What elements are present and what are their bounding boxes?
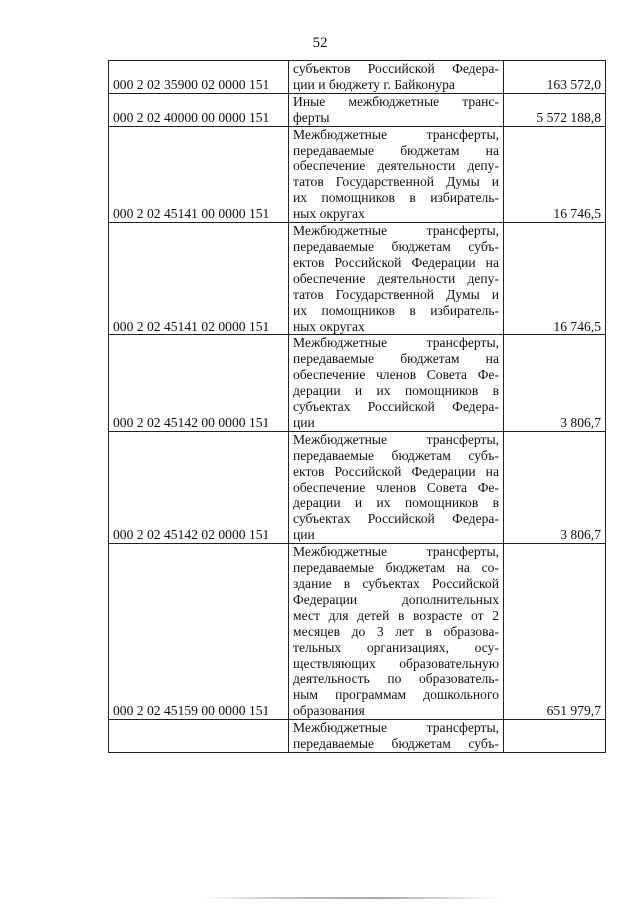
description-line: обеспечение деятельности депу-	[293, 270, 499, 286]
description-line: ции	[293, 527, 315, 543]
description-line: субъектов Российской Федера-	[293, 61, 499, 76]
page-number: 52	[312, 35, 328, 51]
description-line: ществляющих образовательную	[293, 655, 499, 671]
description-line: передаваемые бюджетам субъ-	[293, 736, 499, 752]
description-line: субъектах Российской Федера-	[293, 399, 499, 415]
amount-cell: 3 806,7	[504, 335, 606, 431]
description-line: дерации и их помощников в	[293, 383, 499, 399]
table-row	[109, 720, 606, 753]
description-line: их помощников в избиратель-	[293, 302, 499, 318]
amount-cell: 16 746,5	[504, 223, 606, 335]
amount-cell: 163 572,0	[504, 61, 606, 94]
description-line: татов Государственной Думы и	[293, 286, 499, 302]
description-line: образования	[293, 703, 365, 719]
description-cell	[289, 544, 504, 720]
description-cell	[289, 93, 504, 126]
budget-table	[108, 60, 606, 753]
description-line: передаваемые бюджетам на со-	[293, 560, 499, 576]
budget-table-body	[109, 61, 606, 753]
description-line: передаваемые бюджетам субъ-	[293, 447, 499, 463]
description-line: ным программам дошкольного	[293, 687, 499, 703]
table-row	[109, 93, 606, 126]
description-line: ферты	[293, 109, 330, 125]
description-cell	[289, 720, 504, 753]
budget-code-cell: 000 2 02 40000 00 0000 151	[109, 93, 289, 126]
table-row	[109, 126, 606, 222]
description-line: передаваемые бюджетам на	[293, 351, 499, 367]
description-cell	[289, 223, 504, 335]
table-row	[109, 335, 606, 431]
description-cell	[289, 335, 504, 431]
description-cell	[289, 61, 504, 94]
amount-cell: 3 806,7	[504, 431, 606, 543]
budget-code-cell: 000 2 02 45142 02 0000 151	[109, 431, 289, 543]
description-line: передаваемые бюджетам субъ-	[293, 238, 499, 254]
description-cell	[289, 431, 504, 543]
description-cell	[289, 126, 504, 222]
description-line: Иные межбюджетные транс-	[293, 93, 499, 109]
amount-cell: 651 979,7	[504, 544, 606, 720]
description-line: Межбюджетные трансферты,	[293, 431, 499, 447]
description-line: Межбюджетные трансферты,	[293, 223, 499, 239]
budget-code-cell: 000 2 02 45141 02 0000 151	[109, 223, 289, 335]
description-line: Межбюджетные трансферты,	[293, 544, 499, 560]
budget-code-cell: 000 2 02 45159 00 0000 151	[109, 544, 289, 720]
table-row	[109, 431, 606, 543]
description-line: ции	[293, 414, 315, 430]
description-line: ектов Российской Федерации на	[293, 254, 499, 270]
description-line: деятельность по образователь-	[293, 671, 499, 687]
description-line: ектов Российской Федерации на	[293, 463, 499, 479]
description-line: Межбюджетные трансферты,	[293, 335, 499, 351]
budget-code-cell: 000 2 02 45141 00 0000 151	[109, 126, 289, 222]
description-line: обеспечение членов Совета Фе-	[293, 479, 499, 495]
description-line: Межбюджетные трансферты,	[293, 720, 499, 736]
table-row	[109, 61, 606, 94]
description-line: месяцев до 3 лет в образова-	[293, 623, 499, 639]
amount-cell	[504, 720, 606, 753]
description-line: здание в субъектах Российской	[293, 576, 499, 591]
description-line: ных округах	[293, 318, 365, 334]
description-line: Межбюджетные трансферты,	[293, 126, 499, 142]
amount-cell: 5 572 188,8	[504, 93, 606, 126]
description-line: мест для детей в возрасте от 2	[293, 607, 499, 623]
description-line: тельных организациях, осу-	[293, 639, 499, 655]
table-row	[109, 544, 606, 720]
description-line: ции и бюджету г. Байконура	[293, 76, 455, 92]
budget-code-cell: 000 2 02 45142 00 0000 151	[109, 335, 289, 431]
description-line: татов Государственной Думы и	[293, 174, 499, 190]
description-line: ных округах	[293, 206, 365, 222]
description-line: обеспечение членов Совета Фе-	[293, 367, 499, 383]
budget-code-cell: 000 2 02 35900 02 0000 151	[109, 61, 289, 94]
description-line: передаваемые бюджетам на	[293, 142, 499, 158]
description-line: субъектах Российской Федера-	[293, 511, 499, 527]
amount-cell: 16 746,5	[504, 126, 606, 222]
description-line: их помощников в избиратель-	[293, 190, 499, 206]
budget-code-cell	[109, 720, 289, 753]
table-row	[109, 223, 606, 335]
description-line: обеспечение деятельности депу-	[293, 158, 499, 174]
scan-artifact	[200, 897, 500, 899]
description-line: Федерации дополнительных	[293, 591, 499, 607]
description-line: дерации и их помощников в	[293, 495, 499, 511]
